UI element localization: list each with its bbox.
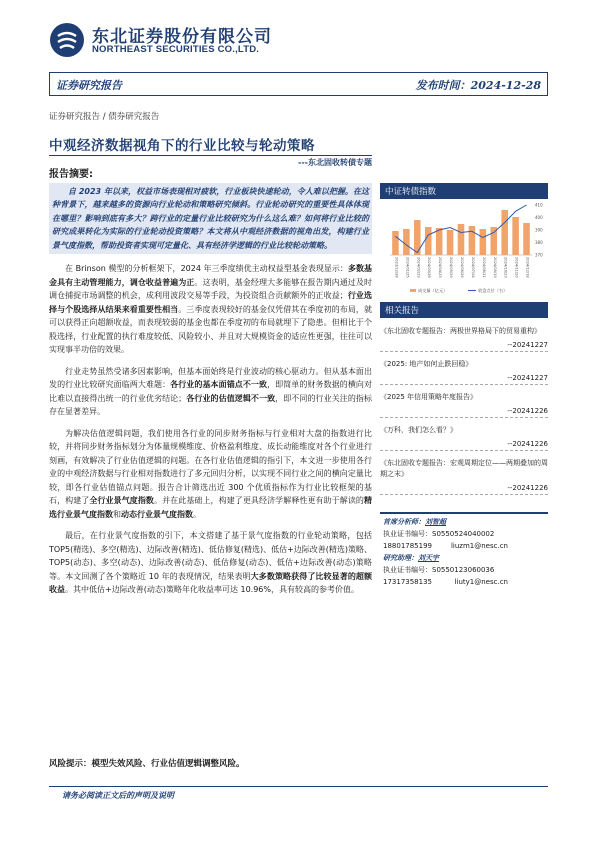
x-tick-label: 2024/10/23	[503, 257, 508, 278]
analyst-name: 刘智超	[425, 518, 446, 526]
x-tick-label: 2024/11/20	[514, 257, 519, 278]
paragraph-2	[49, 365, 372, 419]
report-title[interactable]: 《万科，我们怎么看？》	[380, 426, 457, 434]
para3-text-a: 为解决估值逻辑问题，我们使用各行业的同步财务指标与行业相对大盘的指数进行比较，并将同步财务指标划分为体量规模维度、价格盈利维度、成长动能维度对各个行业进行刻画，有效解决了行业估值逻辑的问题。在各行业估值逻辑的指引下，本文进一步使用各行业的中观经济数据与行业相对指数进行了多元回归分析，以实现不同行业之间的横向定量比较，即各行业估值锚点问题。报告合计筛选出近 300 个优质指标作为行业比较框架的基石，构建了	[49, 428, 372, 505]
related-reports-list	[380, 319, 548, 495]
report-date: --20241227	[380, 374, 548, 385]
paragraph-4	[49, 529, 372, 597]
analyst-email[interactable]: liuzm1@nesc.cn	[450, 542, 508, 550]
para4-text-a: 最后，在行业景气度指数的引下，本文搭建了基于景气度指数的行业轮动策略，包括 TOP5(精选)、多空(精选)、边际改善(精选)、低估修复(精选)、低估+边际改善(精选)策略、TOP5(动态)、多空(动态)、边际改善(动态)、低估修复(动态)、低估+边际改善(动态)策略等。本文回测了各个策略近 10 年的表现情况，结果表明	[49, 531, 373, 581]
report-title[interactable]: 《东北固收专题报告：两极世界格局下的贸易重构》	[380, 327, 541, 335]
analyst-info	[383, 516, 548, 588]
x-tick-label: 2024/05/29	[449, 257, 454, 278]
para1-text-b: 。这表明，基金经理大多能够在报告期内通过及时调仓捕捉市场调整的机会，成利用波段交易等手段，为投资组合贡献额外的正收益；	[49, 277, 373, 300]
publish-date: 发布时间：2024-12-28	[415, 79, 541, 92]
analyst-phone: 18801785199	[383, 542, 432, 550]
title-divider	[49, 155, 372, 156]
legend-label: 成交量（亿元）	[418, 288, 448, 293]
report-date: --20241226	[380, 484, 548, 495]
para2-text-c: ，即不同的行业关注的指标存在显著差异。	[49, 393, 373, 416]
x-tick-label: 2024/06/26	[460, 257, 464, 278]
para3-bold-c: 动态行业景气度指数	[121, 509, 193, 519]
report-item[interactable]	[380, 359, 548, 385]
bar	[469, 226, 476, 255]
chart-header: 中证转债指数	[380, 183, 548, 199]
para1-bold-b: 行业选择与个股选择从结果来看重要性相当	[49, 291, 372, 314]
analyst-email[interactable]: liuty1@nesc.cn	[454, 578, 508, 586]
report-date: --20241226	[380, 440, 548, 451]
para1-bold-a: 多数基金具有主动管理能力，调仓收益普遍为正	[49, 264, 372, 287]
x-tick-label: 2024/08/21	[481, 257, 486, 278]
report-title[interactable]: 《2025: 地产如何止跌回稳》	[380, 360, 473, 368]
para4-text-b: 。其中低估+边际改善(动态)策略年化收益率可达 10.96%，具有较高的参考价值。	[65, 585, 359, 594]
paragraph-1	[49, 262, 372, 357]
analyst-role: 首席分析师：刘智超	[383, 518, 446, 526]
report-item[interactable]	[380, 392, 548, 418]
y-tick-label: 390	[535, 227, 543, 233]
footer-divider	[49, 786, 548, 787]
report-type-label: 证券研究报告	[56, 79, 122, 92]
report-title[interactable]: 《东北固收专题报告：宏观周期定位——两期叠加的周期之末》	[380, 459, 548, 478]
x-tick-label: 2023/12/28	[394, 257, 399, 278]
x-tick-label: 2024/02/29	[416, 257, 421, 278]
page-subtitle: ---东北固收转债专题	[298, 157, 372, 167]
legend-swatch	[410, 289, 416, 292]
para1-text-c: 。三季度表现较好的基金仅凭借其在季度初的布局，就可以获得正向超额收益，而表现较弱的基金也都在季度初的布局就埋下了隐患。但相比于个股选择，行业配置的执行难度较低、风险较小、并且对大规模资金的适应性更强，往往可以实现事半功倍的效果。	[49, 304, 373, 354]
paragraph-3	[49, 427, 372, 522]
para2-text-b: ，即简单的财务数据的横向对比难以直接得出统一的行业优劣结论；	[49, 380, 372, 403]
bar	[490, 227, 497, 255]
bar	[425, 227, 432, 255]
convertible-bond-index-chart	[380, 199, 548, 297]
para3-text-b: 。并在此基础上，构建了更具经济学解释性更有助于解读的	[154, 496, 365, 505]
x-tick-label: 2024/01/25	[405, 257, 410, 278]
y-tick-label: 380	[535, 240, 543, 245]
bar	[447, 230, 454, 255]
legend-label: 收盘点位（右）	[478, 288, 508, 293]
analyst-divider	[380, 512, 548, 514]
report-date: --20241227	[380, 341, 548, 352]
report-item[interactable]	[380, 458, 548, 495]
bar	[523, 223, 530, 255]
y-tick-label: 370	[535, 252, 543, 258]
bar	[512, 217, 519, 255]
bar	[458, 224, 465, 255]
para3-text-d: 。	[193, 509, 201, 519]
brand-name-cn: 东北证券股份有限公司	[92, 27, 272, 47]
analyst-name: 刘天宇	[418, 554, 439, 562]
brand-name-en: NORTHEAST SECURITIES CO.,LTD.	[92, 44, 260, 55]
analyst-phone: 17317358135	[383, 578, 432, 586]
x-tick-label: 2024/03/28	[427, 257, 432, 278]
x-tick-label: 2024/12/18	[525, 257, 530, 278]
para3-bold-a: 全行业景气度指数	[89, 496, 155, 505]
summary-box: 自 2023 年以来，权益市场表现相对疲软，行业板块快速轮动，令人难以把握。在这种背景下，越来越多的资源向行业轮动和策略研究倾斜。行业轮动研究的重要性具体体现在哪里？影响到底有多大？跨行业的定量行业比较研究为什么这么难？如何将行业比较的研究成果转化为实际的行业轮动投资策略？本文将从中观经济数据的视角出发，构建行业景气度指数，帮助投资者实现可定量化、具有经济学逻辑的行业比较轮动策略。	[49, 183, 372, 255]
para2-bold-a: 各行业的基本面锚点不一致	[170, 380, 268, 389]
bar	[403, 229, 410, 255]
risk-warning: 风险提示：模型失效风险、行业估值逻辑调整风险。	[49, 759, 245, 769]
x-tick-label: 2024/07/24	[470, 257, 475, 278]
report-title[interactable]: 《2025 年信用策略年度报告》	[380, 393, 478, 401]
analyst-cert: 执业证书编号：S0550524040002	[383, 530, 495, 538]
footer-disclaimer: 请务必阅读正文后的声明及说明	[62, 791, 174, 800]
para3-bold-b: 精选行业景气度指数	[49, 496, 373, 519]
bar	[392, 231, 399, 255]
report-item[interactable]	[380, 425, 548, 451]
breadcrumb: 证券研究报告 / 债券研究报告	[49, 112, 160, 122]
x-tick-label: 2024/04/25	[438, 257, 443, 278]
y-tick-label: 410	[535, 202, 543, 208]
report-header-bar	[49, 72, 548, 96]
related-reports-header: 相关报告	[380, 302, 548, 318]
para3-text-c: 和	[113, 509, 121, 519]
summary-heading: 报告摘要:	[49, 169, 93, 180]
para2-bold-b: 各行业的估值逻辑不一致	[186, 393, 276, 403]
para4-bold-a: 大多数策略获得了比较显著的超额收益	[49, 571, 373, 594]
analyst-cert: 执业证书编号：S0550123060036	[383, 566, 495, 574]
bar	[436, 228, 443, 255]
company-logo-icon	[49, 22, 85, 58]
y-tick-label: 400	[535, 215, 543, 220]
report-item[interactable]	[380, 326, 548, 352]
report-date: --20241226	[380, 407, 548, 418]
para2-text-a: 行业走势虽然受诸多因素影响，但基本面始终是行业波动的核心驱动力。但从基本面出发的行业比较研究面临两大难题：	[49, 366, 372, 389]
bar	[501, 210, 508, 255]
main-content	[49, 168, 372, 597]
page-title: 中观经济数据视角下的行业比较与轮动策略	[49, 138, 315, 154]
bar	[480, 229, 487, 255]
x-tick-label: 2024/09/19	[492, 257, 497, 278]
analyst-role: 研究助理：刘天宇	[383, 554, 439, 562]
para1-text-a: 在 Brinson 模型的分析框架下，2024 年三季度绩优主动权益型基金表现显示：	[65, 264, 348, 273]
